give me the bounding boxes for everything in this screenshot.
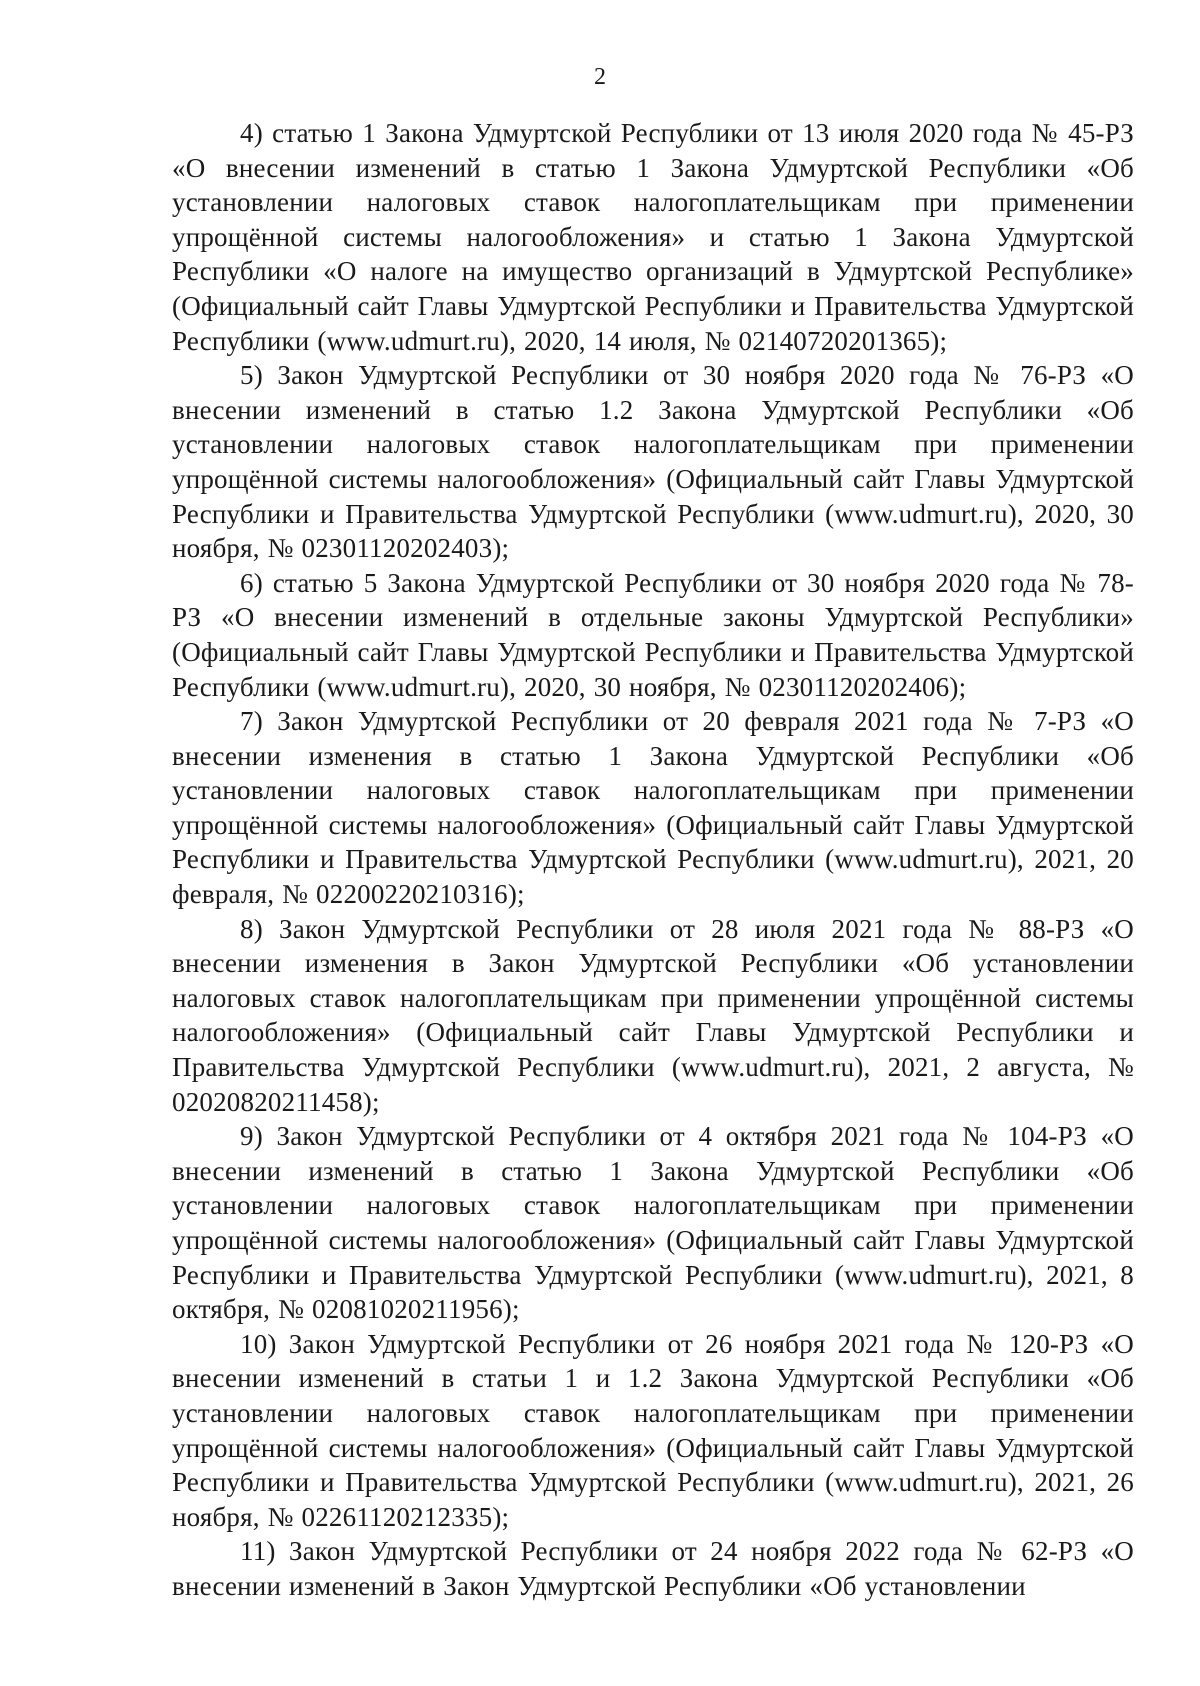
- list-item-11: 11) Закон Удмуртской Республики от 24 ноября 2022 года № 62-РЗ «О внесении изменений в Закон Удмуртской Республики «Об установлении: [172, 1536, 1134, 1601]
- list-item-4: 4) статью 1 Закона Удмуртской Республики от 13 июля 2020 года № 45-РЗ «О внесении изменений в статью 1 Закона Удмуртской Республики «Об установлении налоговых ставок налогоплательщикам при применении упрощённой системы налогообложения» и статью 1 Закона Удмуртской Республики «О налоге на имущество организаций в Удмуртской Республике» (Официальный сайт Главы Удмуртской Республики и Правительства Удмуртской Республики (www.udmurt.ru), 2020, 14 июля, № 02140720201365);: [172, 118, 1134, 356]
- document-body: [172, 116, 1134, 1604]
- page-number: 2: [594, 64, 606, 90]
- list-item-9: 9) Закон Удмуртской Республики от 4 октября 2021 года № 104-РЗ «О внесении изменений в статью 1 Закона Удмуртской Республики «Об установлении налоговых ставок налогоплательщикам при применении упрощённой системы налогообложения» (Официальный сайт Главы Удмуртской Республики и Правительства Удмуртской Республики (www.udmurt.ru), 2021, 8 октября, № 02081020211956);: [172, 1121, 1134, 1325]
- list-item-7: 7) Закон Удмуртской Республики от 20 февраля 2021 года № 7-РЗ «О внесении изменения в статью 1 Закона Удмуртской Республики «Об установлении налоговых ставок налогоплательщикам при применении упрощённой системы налогообложения» (Официальный сайт Главы Удмуртской Республики и Правительства Удмуртской Республики (www.udmurt.ru), 2021, 20 февраля, № 02200220210316);: [172, 706, 1134, 910]
- list-item-6: 6) статью 5 Закона Удмуртской Республики от 30 ноября 2020 года № 78-РЗ «О внесении изменений в отдельные законы Удмуртской Республики» (Официальный сайт Главы Удмуртской Республики и Правительства Удмуртской Республики (www.udmurt.ru), 2020, 30 ноября, № 02301120202406);: [172, 567, 1134, 702]
- list-item-5: 5) Закон Удмуртской Республики от 30 ноября 2020 года № 76-РЗ «О внесении изменений в статью 1.2 Закона Удмуртской Республики «Об установлении налоговых ставок налогоплательщикам при применении упрощённой системы налогообложения» (Официальный сайт Главы Удмуртской Республики и Правительства Удмуртской Республики (www.udmurt.ru), 2020, 30 ноября, № 02301120202403);: [172, 360, 1134, 564]
- list-item-10: 10) Закон Удмуртской Республики от 26 ноября 2021 года № 120-РЗ «О внесении изменений в статьи 1 и 1.2 Закона Удмуртской Республики «Об установлении налоговых ставок налогоплательщикам при применении упрощённой системы налогообложения» (Официальный сайт Главы Удмуртской Республики и Правительства Удмуртской Республики (www.udmurt.ru), 2021, 26 ноября, № 02261120212335);: [172, 1328, 1134, 1532]
- list-item-8: 8) Закон Удмуртской Республики от 28 июля 2021 года № 88-РЗ «О внесении изменения в Закон Удмуртской Республики «Об установлении налоговых ставок налогоплательщикам при применении упрощённой системы налогообложения» (Официальный сайт Главы Удмуртской Республики и Правительства Удмуртской Республики (www.udmurt.ru), 2021, 2 августа, № 02020820211458);: [172, 913, 1134, 1117]
